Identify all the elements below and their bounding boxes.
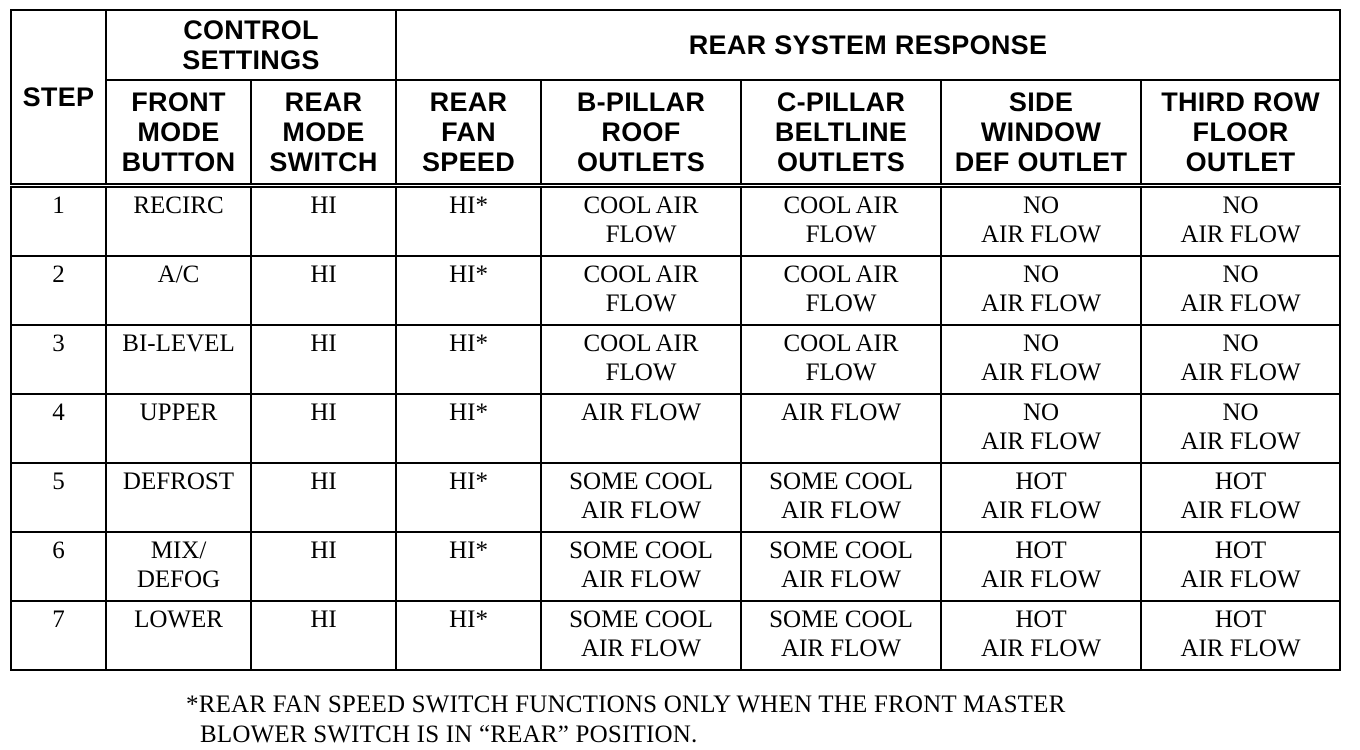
b-pillar-roof-outlets-cell: COOL AIR FLOW: [541, 325, 741, 394]
side-window-def-outlet-cell: NO AIR FLOW: [941, 394, 1141, 463]
third-row-floor-outlet-cell: HOT AIR FLOW: [1141, 532, 1340, 601]
footnote-line-2: BLOWER SWITCH IS IN “REAR” POSITION.: [200, 721, 698, 748]
table-row: [11, 256, 1340, 325]
step-cell: 3: [11, 325, 106, 394]
b-pillar-roof-outlets-header: B-PILLAR ROOF OUTLETS: [541, 80, 741, 186]
rear-mode-switch-cell: HI: [251, 394, 396, 463]
rear-system-response-table: [10, 9, 1341, 671]
rear-mode-switch-cell: HI: [251, 601, 396, 670]
rear-mode-switch-header: REAR MODE SWITCH: [251, 80, 396, 186]
third-row-floor-outlet-cell: HOT AIR FLOW: [1141, 463, 1340, 532]
step-cell: 7: [11, 601, 106, 670]
b-pillar-roof-outlets-cell: COOL AIR FLOW: [541, 256, 741, 325]
side-window-def-outlet-header: SIDE WINDOW DEF OUTLET: [941, 80, 1141, 186]
rear-mode-switch-cell: HI: [251, 463, 396, 532]
front-mode-button-cell: A/C: [106, 256, 251, 325]
front-mode-button-cell: UPPER: [106, 394, 251, 463]
c-pillar-beltline-outlets-cell: COOL AIR FLOW: [741, 256, 941, 325]
table-row: [11, 186, 1340, 257]
third-row-floor-outlet-cell: NO AIR FLOW: [1141, 186, 1340, 257]
rear-mode-switch-cell: HI: [251, 532, 396, 601]
rear-fan-speed-cell: HI*: [396, 463, 541, 532]
rear-fan-speed-cell: HI*: [396, 394, 541, 463]
c-pillar-beltline-outlets-cell: COOL AIR FLOW: [741, 325, 941, 394]
control-settings-header: CONTROL SETTINGS: [106, 10, 396, 80]
side-window-def-outlet-cell: HOT AIR FLOW: [941, 601, 1141, 670]
rear-fan-speed-cell: HI*: [396, 325, 541, 394]
rear-mode-switch-cell: HI: [251, 186, 396, 257]
b-pillar-roof-outlets-cell: SOME COOL AIR FLOW: [541, 601, 741, 670]
step-cell: 1: [11, 186, 106, 257]
table-row: [11, 601, 1340, 670]
rear-fan-speed-header: REAR FAN SPEED: [396, 80, 541, 186]
b-pillar-roof-outlets-cell: AIR FLOW: [541, 394, 741, 463]
third-row-floor-outlet-cell: NO AIR FLOW: [1141, 256, 1340, 325]
third-row-floor-outlet-cell: NO AIR FLOW: [1141, 394, 1340, 463]
front-mode-button-cell: RECIRC: [106, 186, 251, 257]
c-pillar-beltline-outlets-cell: AIR FLOW: [741, 394, 941, 463]
rear-mode-switch-cell: HI: [251, 325, 396, 394]
table-row: [11, 325, 1340, 394]
table-row: [11, 394, 1340, 463]
front-mode-button-cell: MIX/ DEFOG: [106, 532, 251, 601]
front-mode-button-cell: BI-LEVEL: [106, 325, 251, 394]
rear-system-response-header: REAR SYSTEM RESPONSE: [396, 10, 1340, 80]
third-row-floor-outlet-header: THIRD ROW FLOOR OUTLET: [1141, 80, 1340, 186]
side-window-def-outlet-cell: HOT AIR FLOW: [941, 532, 1141, 601]
side-window-def-outlet-cell: HOT AIR FLOW: [941, 463, 1141, 532]
table-row: [11, 532, 1340, 601]
side-window-def-outlet-cell: NO AIR FLOW: [941, 256, 1141, 325]
c-pillar-beltline-outlets-cell: SOME COOL AIR FLOW: [741, 463, 941, 532]
front-mode-button-cell: LOWER: [106, 601, 251, 670]
b-pillar-roof-outlets-cell: SOME COOL AIR FLOW: [541, 532, 741, 601]
footnote-line-1: *REAR FAN SPEED SWITCH FUNCTIONS ONLY WHEN THE FRONT MASTER: [186, 691, 1066, 718]
step-cell: 4: [11, 394, 106, 463]
rear-fan-speed-cell: HI*: [396, 186, 541, 257]
third-row-floor-outlet-cell: NO AIR FLOW: [1141, 325, 1340, 394]
c-pillar-beltline-outlets-cell: SOME COOL AIR FLOW: [741, 532, 941, 601]
step-cell: 2: [11, 256, 106, 325]
rear-fan-speed-cell: HI*: [396, 601, 541, 670]
rear-fan-speed-cell: HI*: [396, 256, 541, 325]
rear-mode-switch-cell: HI: [251, 256, 396, 325]
step-header: STEP: [11, 10, 106, 186]
b-pillar-roof-outlets-cell: SOME COOL AIR FLOW: [541, 463, 741, 532]
front-mode-button-header: FRONT MODE BUTTON: [106, 80, 251, 186]
c-pillar-beltline-outlets-header: C-PILLAR BELTLINE OUTLETS: [741, 80, 941, 186]
side-window-def-outlet-cell: NO AIR FLOW: [941, 186, 1141, 257]
rear-fan-speed-cell: HI*: [396, 532, 541, 601]
footnote: [186, 690, 1286, 750]
table-row: [11, 463, 1340, 532]
c-pillar-beltline-outlets-cell: COOL AIR FLOW: [741, 186, 941, 257]
step-cell: 6: [11, 532, 106, 601]
c-pillar-beltline-outlets-cell: SOME COOL AIR FLOW: [741, 601, 941, 670]
third-row-floor-outlet-cell: HOT AIR FLOW: [1141, 601, 1340, 670]
step-cell: 5: [11, 463, 106, 532]
side-window-def-outlet-cell: NO AIR FLOW: [941, 325, 1141, 394]
front-mode-button-cell: DEFROST: [106, 463, 251, 532]
b-pillar-roof-outlets-cell: COOL AIR FLOW: [541, 186, 741, 257]
